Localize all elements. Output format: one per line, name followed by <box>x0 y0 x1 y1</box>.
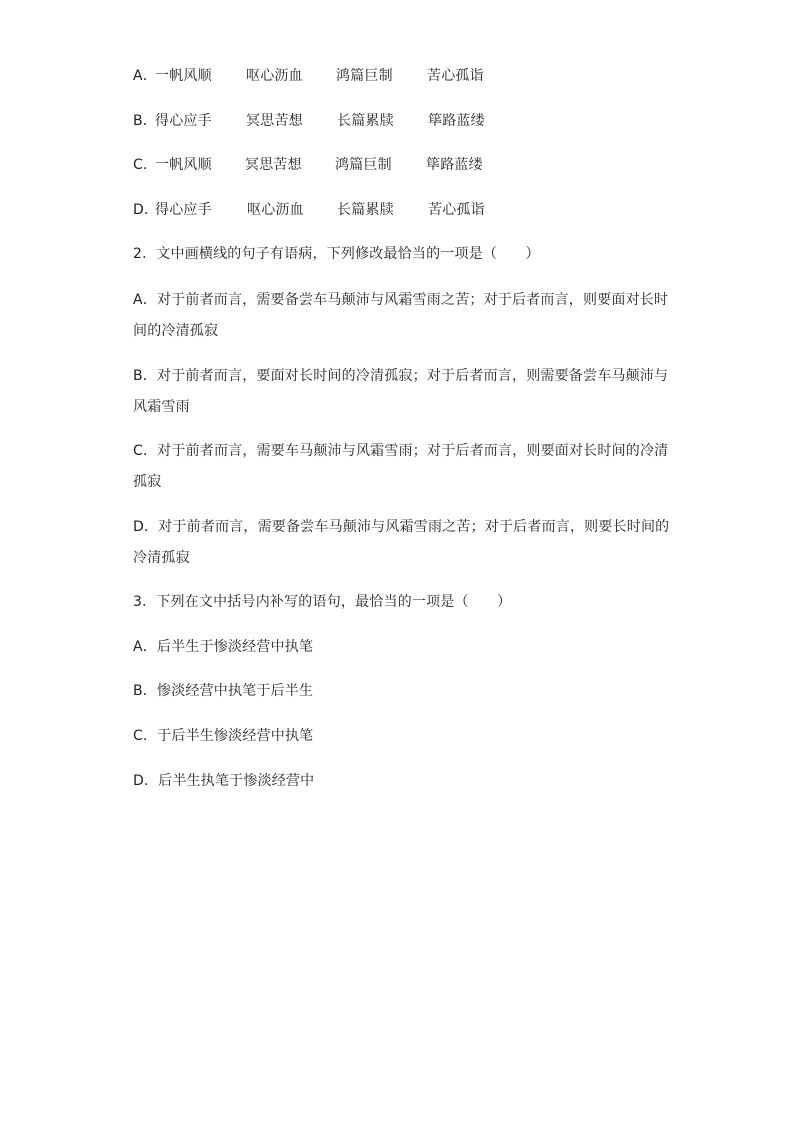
option-label: C． <box>133 157 158 173</box>
option-word: 一帆风顺 <box>155 68 212 84</box>
q3-question: 3．下列在文中括号内补写的语句，最恰当的一项是（ ） <box>133 594 512 610</box>
q1-option-a <box>133 66 693 86</box>
option-word: 鸿篇巨制 <box>336 68 393 84</box>
option-word: 冥思苦想 <box>245 157 302 173</box>
q2-option-a-line1: A．对于前者而言，需要备尝车马颠沛与风霜雪雨之苦；对于后者而言，则要面对长时 <box>133 292 669 308</box>
option-word: 长篇累牍 <box>337 202 394 218</box>
q2-option-d-line1: D．对于前者而言，需要备尝车马颠沛与风霜雪雨之苦；对于后者而言，则要长时间的 <box>133 519 670 535</box>
q1-option-c <box>133 155 693 175</box>
option-word: 呕心沥血 <box>247 202 304 218</box>
q2-option-d-line2: 冷清孤寂 <box>133 550 190 566</box>
q2-option-b-line2: 风霜雪雨 <box>133 399 190 415</box>
option-word: 苦心孤诣 <box>428 202 485 218</box>
q2-question: 2．文中画横线的句子有语病，下列修改最恰当的一项是（ ） <box>133 246 540 262</box>
option-label: B． <box>133 113 158 129</box>
q1-option-d <box>133 200 693 220</box>
q3-option-c: C．于后半生惨淡经营中执笔 <box>133 728 314 744</box>
q3-option-b: B．惨淡经营中执笔于后半生 <box>133 683 314 699</box>
option-word: 苦心孤诣 <box>427 68 484 84</box>
option-word: 长篇累牍 <box>337 113 394 129</box>
q2-option-c-line1: C．对于前者而言，需要车马颠沛与风霜雪雨；对于后者而言，则要面对长时间的冷清 <box>133 443 669 459</box>
option-word: 筚路蓝缕 <box>426 157 483 173</box>
option-word: 冥思苦想 <box>246 113 303 129</box>
q2-option-a-line2: 间的冷清孤寂 <box>133 323 219 339</box>
option-word: 一帆风顺 <box>155 157 212 173</box>
option-word: 鸿篇巨制 <box>335 157 392 173</box>
q3-option-a: A．后半生于惨淡经营中执笔 <box>133 639 314 655</box>
q1-option-b <box>133 111 693 131</box>
q2-option-b-line1: B．对于前者而言，要面对长时间的冷清孤寂；对于后者而言，则需要备尝车马颠沛与 <box>133 368 669 384</box>
option-word: 筚路蓝缕 <box>428 113 485 129</box>
option-word: 呕心沥血 <box>246 68 303 84</box>
option-word: 得心应手 <box>155 202 212 218</box>
option-word: 得心应手 <box>155 113 212 129</box>
option-label: A． <box>133 68 157 84</box>
option-label: D． <box>133 202 159 218</box>
q2-option-c-line2: 孤寂 <box>133 474 162 490</box>
q3-option-d: D．后半生执笔于惨淡经营中 <box>133 773 315 789</box>
